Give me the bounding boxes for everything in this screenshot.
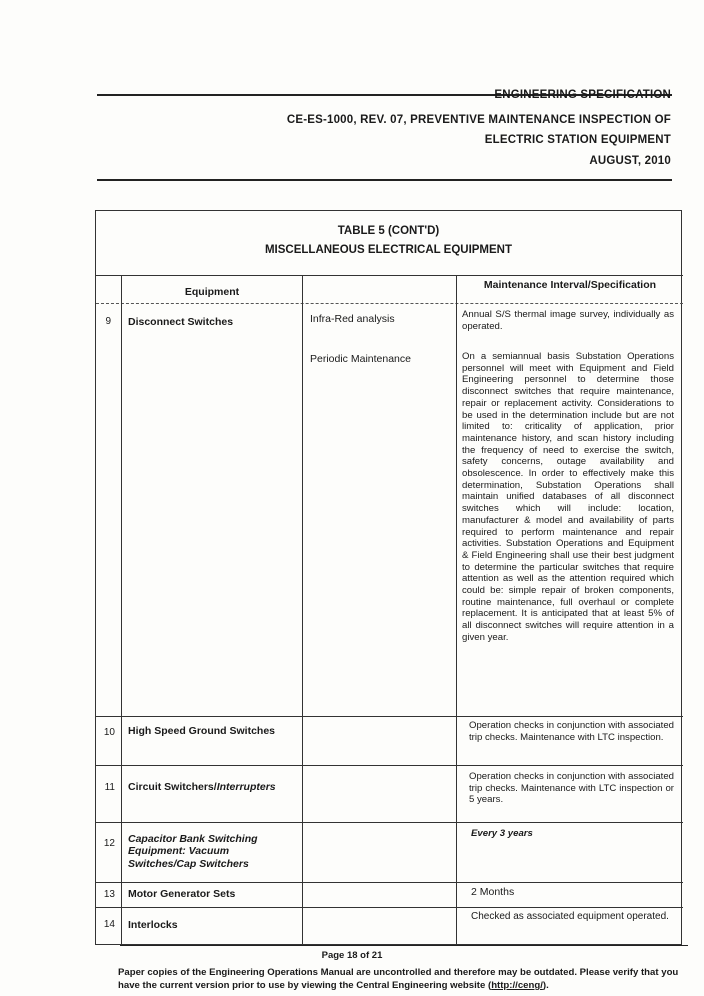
footer-rule (120, 945, 688, 946)
row-divider-11 (96, 765, 683, 766)
table-title: TABLE 5 (CONT'D) (337, 225, 440, 237)
column-header-interval: Maintenance Interval/Specification (483, 279, 657, 291)
row-divider-12 (96, 822, 683, 823)
central-engineering-link[interactable]: http://ceng/ (491, 980, 543, 991)
row-number: 13 (103, 889, 115, 900)
equipment-name: Motor Generator Sets (128, 888, 236, 900)
equipment-name: Capacitor Bank Switching Equipment: Vacuum Switches/Cap Switchers (128, 833, 258, 870)
footer-disclaimer-end: ). (542, 980, 549, 991)
header-doc-id: CE-ES-1000, REV. 07, PREVENTIVE MAINTENANCE INSPECTION OF (286, 114, 671, 126)
title-divider (96, 275, 683, 276)
maintenance-spec: Checked as associated equipment operated. (471, 911, 669, 922)
equipment-name: Interlocks (128, 919, 178, 931)
row-divider-14 (96, 907, 683, 908)
column-header-equipment: Equipment (184, 286, 240, 298)
footer-disclaimer (118, 966, 688, 992)
equipment-name (128, 781, 300, 793)
maintenance-spec: On a semiannual basis Substation Operations personnel will meet with Equipment and Field Engineering personnel to determine those disconnect switches that require maintenance, repair or replacement activity. Considerations to be used in the determination include but are not limited to: criticality of application, prior maintenance history, and scan history including the frequency of need to exercise the switch, safety concerns, outage availability and obsolescence. In order to effectively make this determination, Substation Operations shall maintain unified databases of all disconnect switches which will include: location, manufacturer & model and availability of parts required to perform maintenance and repair activities. Substation Operations and Equipment & Field Engineering shall use their best judgment to determine the particular switches that require attention as well as the attention required which could be: simple repair of broken components, routine maintenance, full overhaul or complete replacement. It is anticipated that at least 5% of all disconnect switches will require attention in a given year. (462, 351, 674, 643)
row-divider-13 (96, 882, 683, 883)
row-number: 10 (103, 727, 115, 738)
row-number: 9 (105, 316, 111, 327)
row-number: 14 (103, 919, 115, 930)
table-subtitle: MISCELLANEOUS ELECTRICAL EQUIPMENT (264, 244, 513, 256)
equipment-name-italic-part: Interrupters (216, 781, 276, 793)
header-bottom-rule (97, 179, 672, 181)
equipment-name-part: Circuit Switchers/ (128, 781, 217, 793)
row-number: 12 (103, 838, 115, 849)
page-number: Page 18 of 21 (321, 950, 383, 961)
maintenance-spec: Every 3 years (471, 828, 533, 839)
header-title: ENGINEERING SPECIFICATION (494, 89, 671, 101)
maintenance-spec: Operation checks in conjunction with associated trip checks. Maintenance with LTC inspection or 5 years. (469, 771, 674, 806)
maintenance-spec: Operation checks in conjunction with associated trip checks. Maintenance with LTC inspection. (469, 720, 674, 743)
maintenance-method: Infra-Red analysis (310, 313, 395, 325)
row-divider-10 (96, 716, 683, 717)
col-divider-method (456, 275, 457, 945)
header-doc-subject: ELECTRIC STATION EQUIPMENT (484, 134, 671, 146)
maintenance-spec: 2 Months (471, 886, 515, 898)
col-divider-num (121, 275, 122, 945)
footer-disclaimer-text: Paper copies of the Engineering Operations Manual are uncontrolled and therefore may be outdated. Please verify that you have the current version prior to use by viewing the Central Engineering website ( (118, 967, 679, 991)
maintenance-table (95, 210, 682, 945)
equipment-name: High Speed Ground Switches (128, 725, 276, 737)
header-divider (96, 303, 683, 304)
row-number: 11 (104, 782, 115, 793)
col-divider-equipment (302, 275, 303, 945)
equipment-name: Disconnect Switches (128, 316, 234, 328)
maintenance-method: Periodic Maintenance (310, 353, 411, 365)
maintenance-spec: Annual S/S thermal image survey, individually as operated. (462, 309, 674, 332)
header-date: AUGUST, 2010 (589, 155, 671, 167)
